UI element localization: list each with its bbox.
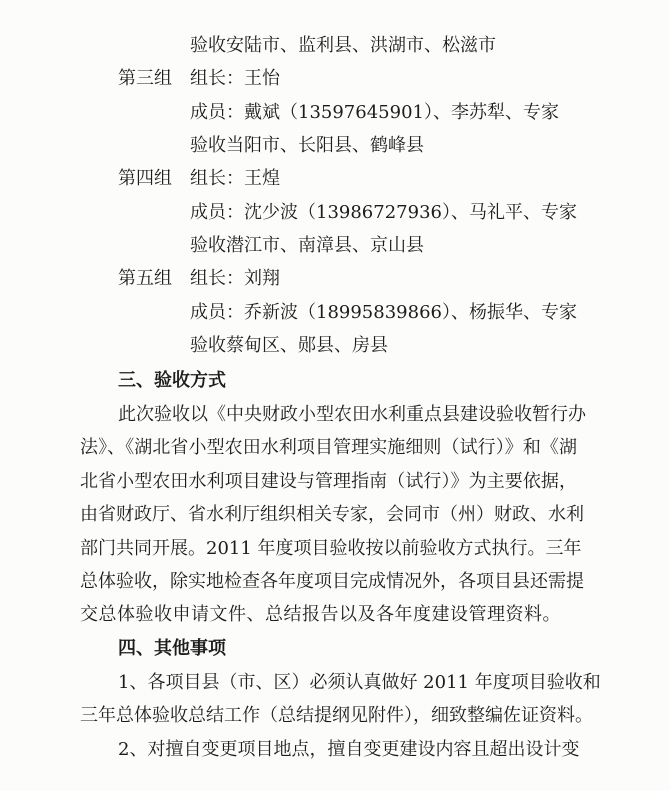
section4-paragraph-line: 三年总体验收总结工作（总结提纲见附件），细致整编佐证资料。 (80, 705, 593, 726)
group3-leader-line: 第三组 组长：王怡 (118, 68, 280, 89)
group4-inspection-line: 验收潜江市、南漳县、京山县 (190, 235, 424, 256)
section4-heading: 四、其他事项 (118, 638, 226, 659)
group5-members-line: 成员：乔新波（18995839866）、杨振华、专家 (190, 302, 577, 323)
group3-members-line: 成员：戴斌（13597645901）、李苏犁、专家 (190, 102, 559, 123)
group4-members-line: 成员：沈少波（13986727936）、马礼平、专家 (190, 202, 577, 223)
section3-paragraph-line: 此次验收以《中央财政小型农田水利重点县建设验收暂行办 (118, 404, 586, 425)
section3-paragraph-line: 北省小型农田水利项目建设与管理指南（试行）》为主要依据， (80, 471, 577, 492)
section3-paragraph-line: 由省财政厅、省水利厅组织相关专家，会同市（州）财政、水利 (80, 504, 584, 525)
section4-paragraph-line: 2、对擅自变更项目地点，擅自变更建设内容且超出设计变 (118, 739, 580, 760)
section3-paragraph-line: 法》、《湖北省小型农田水利项目管理实施细则（试行）》和《湖 (80, 437, 577, 458)
group5-inspection-line: 验收蔡甸区、郧县、房县 (190, 335, 388, 356)
section3-paragraph-line: 总体验收，除实地检查各年度项目完成情况外，各项目县还需提 (80, 571, 584, 592)
section3-paragraph-line: 交总体验收申请文件、总结报告以及各年度建设管理资料。 (80, 604, 561, 625)
section4-paragraph-line: 1、各项目县（市、区）必须认真做好 2011 年度项目验收和 (118, 672, 601, 693)
group2-inspection-line: 验收安陆市、监利县、洪湖市、松滋市 (190, 35, 496, 56)
group4-leader-line: 第四组 组长：王煌 (118, 168, 280, 189)
section3-paragraph-line: 部门共同开展。2011 年度项目验收按以前验收方式执行。三年 (80, 538, 582, 559)
group5-leader-line: 第五组 组长：刘翔 (118, 268, 280, 289)
section3-heading: 三、验收方式 (118, 370, 226, 391)
group3-inspection-line: 验收当阳市、长阳县、鹤峰县 (190, 135, 424, 156)
